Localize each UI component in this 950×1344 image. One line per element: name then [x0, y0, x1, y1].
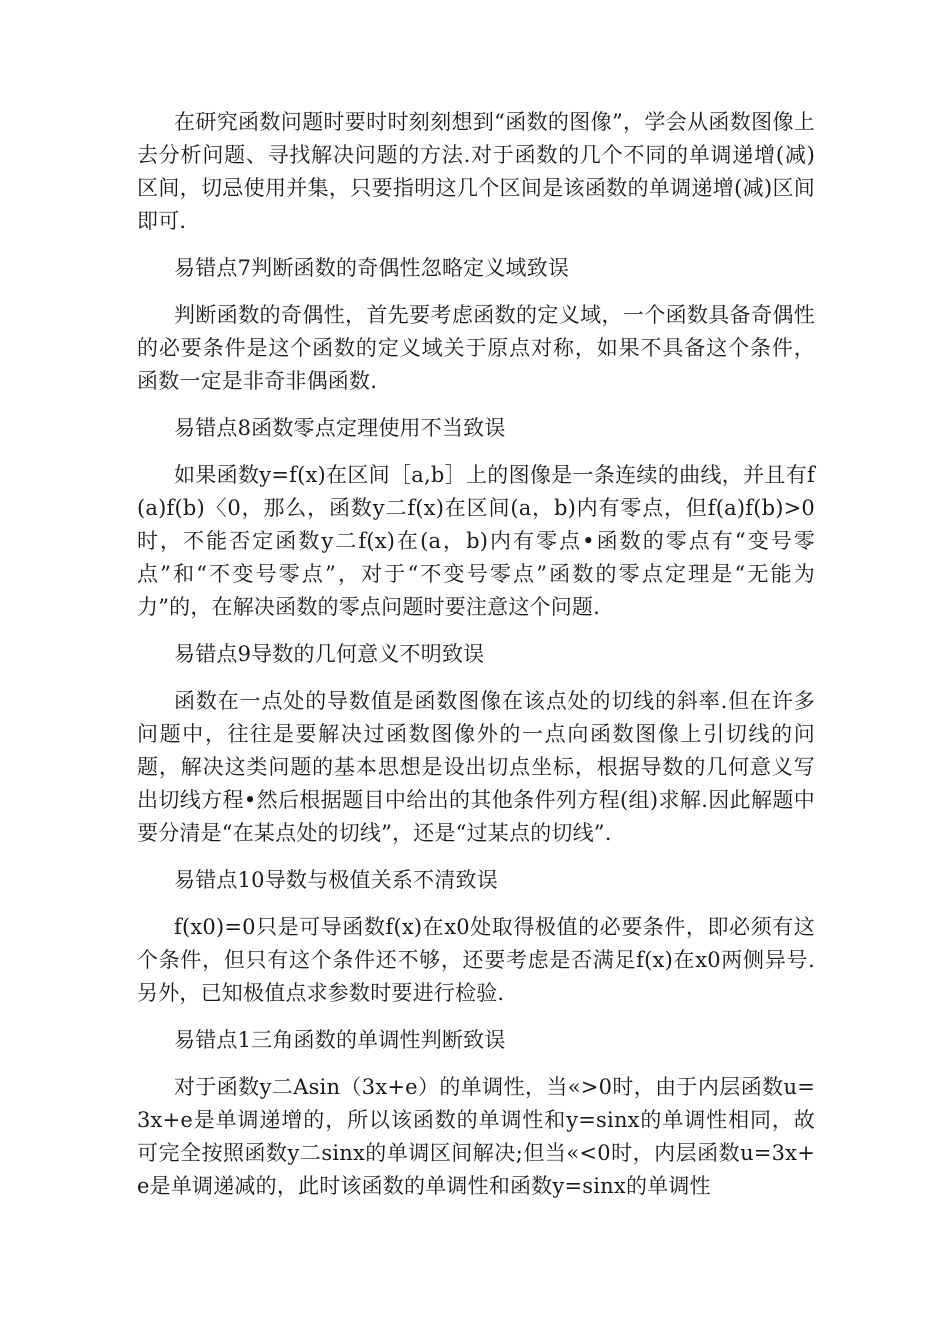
paragraph-graph-analysis: 在研究函数问题时要时时刻刻想到“函数的图像”，学会从函数图像上去分析问题、寻找解决问题的方法.对于函数的几个不同的单调递增(减)区间，切忌使用并集，只要指明这几个区间是该函数的单调递增(减)区间即可. [137, 110, 815, 233]
heading-error-10: 易错点10导数与极值关系不清致误 [174, 868, 498, 892]
heading-error-9: 易错点9导数的几何意义不明致误 [174, 642, 485, 666]
document-page [137, 106, 815, 1203]
paragraph-parity: 判断函数的奇偶性，首先要考虑函数的定义域，一个函数具备奇偶性的必要条件是这个函数的定义域关于原点对称，如果不具备这个条件，函数一定是非奇非偶函数. [137, 303, 815, 393]
paragraph-extremum: f(x0)=0只是可导函数f(x)在x0处取得极值的必要条件，即必须有这个条件，但只有这个条件还不够，还要考虑是否满足f(x)在x0两侧异号.另外，已知极值点求参数时要进行检验. [137, 915, 815, 1005]
paragraph-trig-monotonicity: 对于函数y二Asin（3x+e）的单调性，当«>0时，由于内层函数u=3x+e是单调递增的，所以该函数的单调性和y=sinx的单调性相同，故可完全按照函数y二sinx的单调区间解决;但当«<0时，内层函数u=3x+e是单调递减的，此时该函数的单调性和函数y=sinx的单调性 [137, 1075, 815, 1198]
heading-error-1: 易错点1三角函数的单调性判断致误 [174, 1028, 506, 1052]
heading-error-7: 易错点7判断函数的奇偶性忽略定义域致误 [174, 256, 570, 280]
paragraph-zero-theorem: 如果函数y=f(x)在区间［a,b］上的图像是一条连续的曲线，并且有f(a)f(b)〈0，那么，函数y二f(x)在区间(a，b)内有零点，但f(a)f(b)>0时，不能否定函数y二f(x)在(a，b)内有零点•函数的零点有“变号零点”和“不变号零点”，对于“不变号零点”函数的零点定理是“无能为力”的，在解决函数的零点问题时要注意这个问题. [137, 463, 815, 619]
paragraph-derivative-geometry: 函数在一点处的导数值是函数图像在该点处的切线的斜率.但在许多问题中，往往是要解决过函数图像外的一点向函数图像上引切线的问题，解决这类问题的基本思想是设出切点坐标，根据导数的几何意义写出切线方程•然后根据题目中给出的其他条件列方程(组)求解.因此解题中要分清是“在某点处的切线”，还是“过某点的切线”. [137, 689, 815, 845]
heading-error-8: 易错点8函数零点定理使用不当致误 [174, 416, 506, 440]
